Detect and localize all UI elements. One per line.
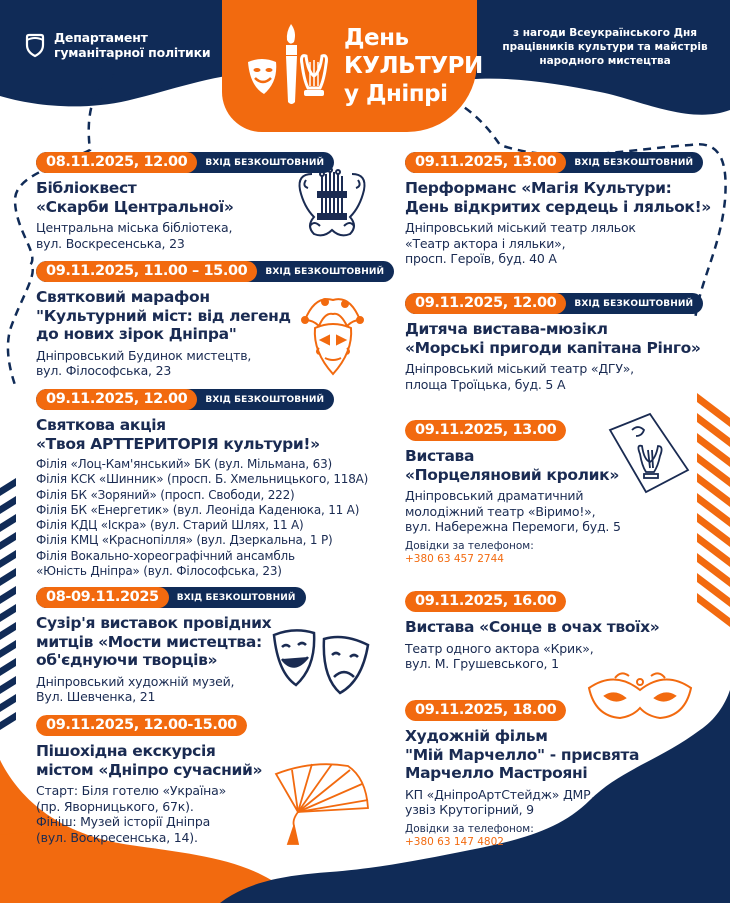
event-address-line: узвіз Крутогірний, 9 <box>405 802 534 817</box>
venue-line: Філія КДЦ «Іскра» (вул. Старий Шлях, 11 А) <box>36 518 304 533</box>
event-address-line: Центральна міська бібліотека, <box>36 220 233 235</box>
event-date: 09.11.2025, 13.00 <box>405 420 566 441</box>
event-address-line: Дніпровський міський театр ляльок <box>405 220 636 235</box>
event-title-line: «Скарби Центральної» <box>36 197 234 216</box>
event-title <box>36 416 368 453</box>
event-address-line: КП «ДніпроАртСтейдж» ДМР, <box>405 786 595 802</box>
event-title-line: "Мій Марчелло" - присвята <box>405 745 640 764</box>
event-card <box>405 292 703 392</box>
free-entry-badge: ВХІД БЕЗКОШТОВНИЙ <box>574 157 694 168</box>
occasion-line1: з нагоди Всеукраїнського Дня <box>513 27 697 39</box>
event-address-line: просп. Героїв, буд. 40 А <box>405 251 557 266</box>
event-title-line: «Морські пригоди капітана Рінго» <box>405 338 701 357</box>
event-title <box>405 727 639 783</box>
event-card <box>36 260 394 379</box>
event-date-pill <box>36 587 306 608</box>
lyre-icon <box>302 56 327 96</box>
event-title-line: Перформанс «Магія Культури: <box>405 179 672 197</box>
title-line2: КУЛЬТУРИ <box>344 53 483 79</box>
phone-number[interactable]: +380 63 147 4802 <box>405 835 504 848</box>
free-entry-badge: ВХІД БЕЗКОШТОВНИЙ <box>205 394 325 405</box>
venue-line: Філія КСК «Шинник» (просп. Б. Хмельницького, 118А) <box>36 472 369 487</box>
phone-number[interactable]: +380 63 457 2744 <box>405 552 504 565</box>
event-address <box>36 783 262 845</box>
event-card <box>405 699 639 849</box>
event-address <box>405 488 621 535</box>
event-date: 08.11.2025, 12.00 <box>36 152 197 173</box>
department-logo <box>24 30 210 60</box>
event-venue-list <box>36 457 368 579</box>
event-title-line: митців «Мости мистецтва: <box>36 632 262 651</box>
event-title-line: містом «Дніпро сучасний» <box>36 760 263 779</box>
event-title-line: Бібліоквест <box>36 179 137 197</box>
event-address-line: молодіжний театр «Віримо!», <box>405 503 596 519</box>
event-address-line: Фініш: Музей історії Дніпра <box>36 814 211 829</box>
event-date: 08-09.11.2025 <box>36 587 169 608</box>
event-title-line: "Культурний міст: від легенд <box>36 306 291 325</box>
event-title-line: «Твоя АРТТЕРИТОРІЯ культури!» <box>36 434 320 453</box>
culture-icons <box>242 20 342 110</box>
event-address-line: Вул. Шевченка, 21 <box>36 689 156 704</box>
event-date-pill <box>405 591 566 612</box>
event-title <box>405 320 703 357</box>
event-title <box>36 179 334 216</box>
event-date-pill <box>36 715 247 736</box>
event-address-line: вул. М. Грушевського, 1 <box>405 656 559 671</box>
event-address <box>36 220 334 251</box>
event-address-line: вул. Воскресенська, 23 <box>36 235 185 251</box>
venue-line: Філія БК «Зоряний» (просп. Свободи, 222) <box>36 487 295 502</box>
title-line3: у Дніпрі <box>344 81 448 107</box>
event-address-line: (вул. Воскресенська, 14). <box>36 829 198 845</box>
contact-label: Довідки за телефоном: <box>405 822 534 835</box>
free-entry-badge: ВХІД БЕЗКОШТОВНИЙ <box>205 157 325 168</box>
event-card <box>405 151 711 267</box>
occasion-line3: народного мистецтва <box>539 55 671 67</box>
event-date: 09.11.2025, 12.00 <box>36 389 197 410</box>
event-card <box>405 419 621 566</box>
shield-logo-icon <box>24 32 46 58</box>
event-address <box>405 220 711 267</box>
event-title <box>405 618 659 637</box>
event-card <box>36 151 334 251</box>
event-address <box>36 674 306 705</box>
event-address <box>405 641 659 672</box>
event-date: 09.11.2025, 12.00-15.00 <box>36 715 247 736</box>
event-title <box>405 179 711 216</box>
department-name-line1: Департамент <box>54 30 148 45</box>
venue-line: Філія КМЦ «Краснопілля» (вул. Дзеркальна, 1 Р) <box>36 533 333 548</box>
event-date: 09.11.2025, 12.00 <box>405 293 566 314</box>
event-title-line: День відкритих сердець і ляльок!» <box>405 197 711 216</box>
event-date-pill <box>36 261 394 282</box>
event-date-pill <box>405 420 566 441</box>
event-title-line: Святковий марафон <box>36 288 210 306</box>
event-address <box>405 787 639 818</box>
event-address-line: Дніпровський драматичний <box>405 488 584 503</box>
title-line1: День <box>344 25 409 51</box>
event-address-line: Дніпровський міський театр «ДГУ», <box>405 361 634 376</box>
occasion-subtitle <box>500 26 710 68</box>
header <box>0 0 730 140</box>
event-address-line: Дніпровський художній музей, <box>36 673 235 689</box>
event-title-line: Пішохідна екскурсія <box>36 742 216 760</box>
hand-fan-icon <box>272 760 372 850</box>
event-date-pill <box>405 700 566 721</box>
event-address <box>36 348 394 379</box>
event-title-line: до нових зірок Дніпра" <box>36 325 237 343</box>
event-title-line: «Порцеляновий кролик» <box>405 465 619 484</box>
venue-line: Філія «Лоц-Кам'янський» БК (вул. Мільмана, 63) <box>36 457 333 471</box>
event-date-pill <box>36 389 334 410</box>
event-date-pill <box>405 293 703 314</box>
event-card <box>36 586 306 705</box>
event-title <box>36 742 262 779</box>
event-date: 09.11.2025, 13.00 <box>405 152 566 173</box>
event-title-line: Вистава <box>405 447 475 465</box>
department-name-line2: гуманітарної політики <box>54 45 211 60</box>
free-entry-badge: ВХІД БЕЗКОШТОВНИЙ <box>176 592 296 603</box>
title-banner <box>222 0 483 132</box>
event-address-line: «Театр актора і ляльки», <box>405 235 566 251</box>
event-address-line: вул. Філософська, 23 <box>36 363 172 378</box>
event-address-line: Дніпровський Будинок мистецтв, <box>36 347 252 363</box>
event-address-line: (пр. Яворницького, 67к). <box>36 798 194 814</box>
event-card <box>36 388 368 579</box>
event-date: 09.11.2025, 18.00 <box>405 700 566 721</box>
event-address-line: Старт: Біля готелю «Україна» <box>36 783 227 798</box>
event-date: 09.11.2025, 16.00 <box>405 591 566 612</box>
event-date: 09.11.2025, 11.00 – 15.00 <box>36 261 257 282</box>
venue-line: «Юність Дніпра» (вул. Філософська, 23) <box>36 564 282 579</box>
event-title-line: Сузір'я виставок провідних <box>36 614 272 632</box>
theatre-mask-icon <box>248 59 276 94</box>
paintbrush-icon <box>286 24 297 104</box>
event-title-line: об'єднуючи творців» <box>36 651 218 669</box>
event-card <box>36 714 262 845</box>
event-title <box>36 614 306 670</box>
event-title <box>405 447 621 484</box>
event-title-line: Марчелло Мастрояні <box>405 764 588 782</box>
occasion-line2: працівників культури та майстрів <box>502 41 708 53</box>
event-title-line: Вистава «Сонце в очах твоїх» <box>405 618 660 636</box>
event-address <box>405 361 703 392</box>
event-title <box>36 288 394 344</box>
page-title <box>344 24 483 108</box>
event-title-line: Дитяча вистава-мюзікл <box>405 320 608 338</box>
event-title-line: Святкова акція <box>36 416 166 434</box>
free-entry-badge: ВХІД БЕЗКОШТОВНИЙ <box>265 266 385 277</box>
event-address-line: Театр одного актора «Крик», <box>405 640 594 656</box>
event-address-line: площа Троїцька, буд. 5 А <box>405 376 566 392</box>
event-title-line: Художній фільм <box>405 727 548 745</box>
event-address-line: вул. Набережна Перемоги, буд. 5 <box>405 519 621 534</box>
event-card <box>405 590 659 672</box>
venue-line: Філія Вокально-хореографічний ансамбль <box>36 548 295 563</box>
contact-label: Довідки за телефоном: <box>405 539 534 552</box>
free-entry-badge: ВХІД БЕЗКОШТОВНИЙ <box>574 298 694 309</box>
event-date-pill <box>36 152 334 173</box>
venue-line: Філія БК «Енергетик» (вул. Леоніда Каденюка, 11 А) <box>36 502 360 517</box>
event-date-pill <box>405 152 703 173</box>
